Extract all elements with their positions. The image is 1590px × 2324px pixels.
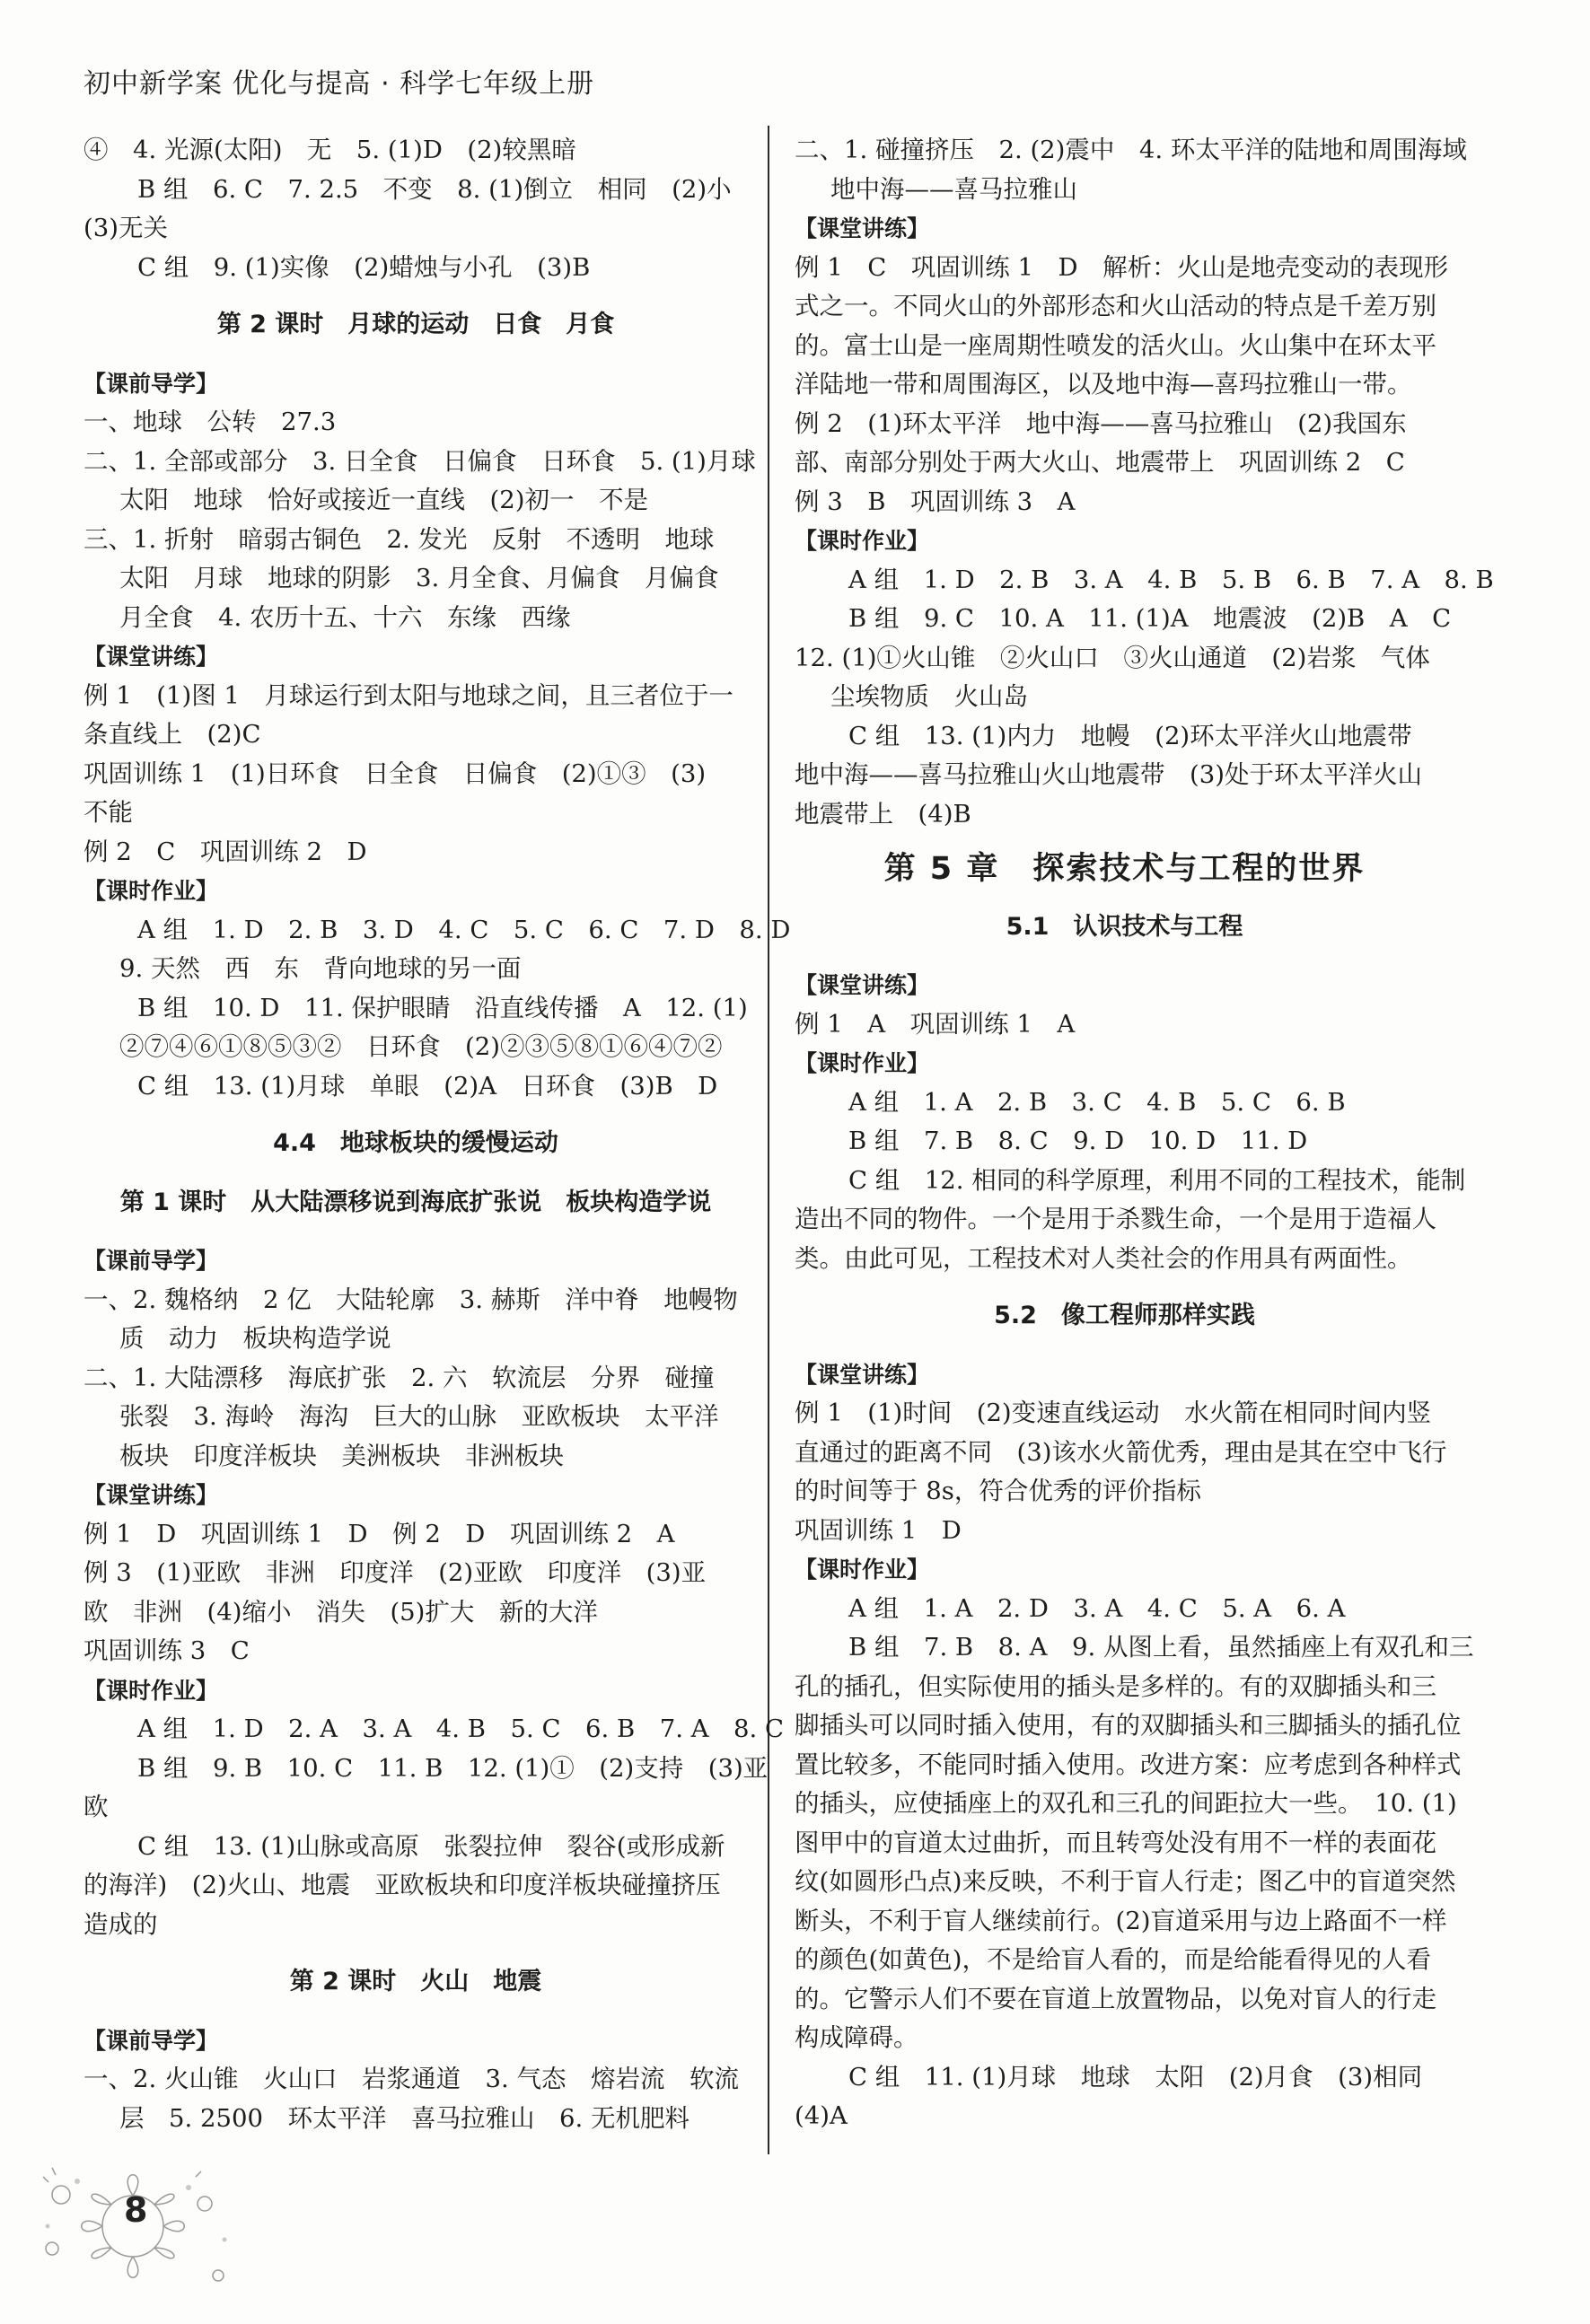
answer-line: A 组 1. D 2. A 3. A 4. B 5. C 6. B 7. A 8. C [137,1714,785,1743]
answer-line: 巩固训练 1 D [795,1515,962,1545]
answer-line: B 组 7. B 8. C 9. D 10. D 11. D [848,1127,1308,1155]
answer-line: C 组 13. (1)月球 单眼 (2)A 日环食 (3)B D [137,1071,718,1101]
answer-line: 尘埃物质 火山岛 [830,682,1028,711]
answer-line: 例 3 (1)亚欧 非洲 印度洋 (2)亚欧 印度洋 (3)亚 [83,1558,707,1587]
answer-line: 9. 天然 西 东 背向地球的另一面 [119,954,522,983]
answer-line: B 组 6. C 7. 2.5 不变 8. (1)倒立 相同 (2)小 [137,174,732,204]
right-column [795,131,1494,2136]
lesson-heading: 4.4 地球板块的缓慢运动 [273,1129,558,1157]
answer-line: C 组 9. (1)实像 (2)蜡烛与小孔 (3)B [137,252,591,282]
lesson-heading: 第 2 课时 月球的运动 日食 月食 [216,311,615,338]
answer-line: 例 2 (1)环太平洋 地中海——喜马拉雅山 (2)我国东 [795,408,1407,438]
answer-line: 例 1 C 巩固训练 1 D 解析：火山是地壳变动的表现形 [795,252,1449,282]
answer-line: 一、2. 火山锥 火山口 岩浆通道 3. 气态 熔岩流 软流 [83,2065,739,2093]
section-label: 【课堂讲练】 [795,1361,930,1388]
answer-line: A 组 1. A 2. B 3. C 4. B 5. C 6. B [848,1087,1346,1117]
answer-line: 的。它警示人们不要在盲道上放置物品，以免对盲人的行走 [795,1984,1436,2013]
answer-line: 的。富士山是一座周期性喷发的活火山。火山集中在环太平 [795,330,1436,360]
answer-line: 月全食 4. 农历十五、十六 东缘 西缘 [119,602,571,632]
answer-line: 地中海——喜马拉雅山火山地震带 (3)处于环太平洋火山 [795,760,1422,789]
flower-decoration-icon [25,2141,241,2320]
lesson-heading: 第 2 课时 火山 地震 [289,1968,542,1995]
answer-line: 地中海——喜马拉雅山 [830,174,1077,204]
section-label: 【课前导学】 [83,2027,219,2054]
answer-line: ④ 4. 光源(太阳) 无 5. (1)D (2)较黑暗 [83,136,576,164]
answer-line: 质 动力 板块构造学说 [119,1324,391,1353]
answer-line: 二、1. 全部或部分 3. 日全食 日偏食 日环食 5. (1)月球 [83,446,756,476]
answer-line: 的插头，应使插座上的双孔和三孔的间距拉大一些。 10. (1) [795,1789,1457,1818]
answer-line: C 组 13. (1)内力 地幔 (2)环太平洋火山地震带 [848,721,1412,750]
section-label: 【课时作业】 [795,1050,930,1076]
answer-line: 构成障碍。 [795,2023,918,2052]
answer-line: 类。由此可见，工程技术对人类社会的作用具有两面性。 [795,1243,1412,1273]
answer-line: 的时间等于 8s，符合优秀的评价指标 [795,1477,1201,1505]
answer-line: 太阳 月球 地球的阴影 3. 月全食、月偏食 月偏食 [119,564,719,592]
section-label: 【课堂讲练】 [795,972,930,998]
answer-line: 式之一。不同火山的外部形态和火山活动的特点是千差万别 [795,292,1436,320]
answer-line: 断头，不利于盲人继续前行。(2)盲道采用与边上路面不一样 [795,1906,1447,1935]
answer-line: 巩固训练 3 C [83,1636,250,1665]
answer-line: 张裂 3. 海岭 海沟 巨大的山脉 亚欧板块 太平洋 [119,1402,719,1431]
answer-line: 例 1 (1)图 1 月球运行到太阳与地球之间，且三者位于一 [83,680,734,710]
answer-line: B 组 7. B 8. A 9. 从图上看，虽然插座上有双孔和三 [848,1633,1474,1662]
answer-line: C 组 11. (1)月球 地球 太阳 (2)月食 (3)相同 [848,2062,1423,2092]
answer-line: 不能 [83,798,133,827]
answer-line: B 组 10. D 11. 保护眼睛 沿直线传播 A 12. (1) [137,993,748,1022]
section-label: 【课时作业】 [83,1677,219,1704]
answer-line: 洋陆地一带和周围海区，以及地中海—喜玛拉雅山一带。 [795,370,1412,399]
answer-line: 二、1. 碰撞挤压 2. (2)震中 4. 环太平洋的陆地和周围海域 [795,136,1467,164]
answer-line: 板块 印度洋板块 美洲板块 非洲板块 [119,1441,564,1470]
answer-line: 条直线上 (2)C [83,720,261,749]
answer-line: ②⑦④⑥①⑧⑤③② 日环食 (2)②③⑤⑧①⑥④⑦② [119,1032,723,1061]
section-label: 【课堂讲练】 [83,1482,219,1508]
answer-line: 例 2 C 巩固训练 2 D [83,837,367,866]
answer-line: B 组 9. B 10. C 11. B 12. (1)① (2)支持 (3)亚 [137,1753,769,1783]
answer-line: 直通过的距离不同 (3)该水火箭优秀，理由是其在空中飞行 [795,1437,1447,1467]
answer-line: 巩固训练 1 (1)日环食 日全食 日偏食 (2)①③ (3) [83,759,707,788]
answer-line: 二、1. 大陆漂移 海底扩张 2. 六 软流层 分界 碰撞 [83,1363,715,1392]
answer-line: 地震带上 (4)B [795,799,971,829]
section-label: 【课堂讲练】 [795,215,930,241]
answer-line: 纹(如圆形凸点)来反映，不利于盲人行走；图乙中的盲道突然 [795,1867,1456,1896]
section-label: 【课时作业】 [795,528,930,554]
answer-line: 层 5. 2500 环太平洋 喜马拉雅山 6. 无机肥料 [119,2103,690,2133]
answer-line: 的颜色(如黄色)，不是给盲人看的，而是给能看得见的人看 [795,1945,1431,1974]
answer-line: 部、南部分别处于两大火山、地震带上 巩固训练 2 C [795,448,1405,477]
answer-line: C 组 12. 相同的科学原理，利用不同的工程技术，能制 [848,1165,1466,1195]
answer-line: 一、2. 魏格纳 2 亿 大陆轮廓 3. 赫斯 洋中脊 地幔物 [83,1285,738,1314]
page-header: 初中新学案 优化与提高 · 科学七年级上册 [83,68,595,100]
answer-line: (3)无关 [83,214,168,242]
answer-line: 造出不同的物件。一个是用于杀戮生命，一个是用于造福人 [795,1205,1436,1233]
answer-line: 12. (1)①火山锥 ②火山口 ③火山通道 (2)岩浆 气体 [795,643,1430,672]
answer-line: 孔的插孔，但实际使用的插头是多样的。有的双脚插头和三 [795,1671,1436,1701]
answer-line: 图甲中的盲道太过曲折，而且转弯处没有用不一样的表面花 [795,1828,1436,1857]
lesson-heading: 第 1 课时 从大陆漂移说到海底扩张说 板块构造学说 [119,1188,712,1216]
answer-line: 例 1 D 巩固训练 1 D 例 2 D 巩固训练 2 A [83,1519,675,1548]
answer-line: 例 1 A 巩固训练 1 A [795,1009,1076,1039]
answer-line: 置比较多，不能同时插入使用。改进方案：应考虑到各种样式 [795,1750,1462,1779]
section-label: 【课堂讲练】 [83,644,219,670]
answer-line: A 组 1. A 2. D 3. A 4. C 5. A 6. A [848,1593,1346,1623]
chapter-heading: 第 5 章 探索技术与工程的世界 [883,851,1366,887]
answer-line: A 组 1. D 2. B 3. A 4. B 5. B 6. B 7. A 8. B [848,565,1494,594]
section-label: 【课前导学】 [83,370,219,397]
lesson-heading: 5.1 认识技术与工程 [1006,912,1243,941]
section-label: 【课时作业】 [83,878,219,904]
answer-line: 一、地球 公转 27.3 [83,408,337,436]
answer-line: 三、1. 折射 暗弱古铜色 2. 发光 反射 不透明 地球 [83,524,715,554]
answer-line: 欧 [83,1793,109,1821]
answer-line: 例 3 B 巩固训练 3 A [795,487,1076,516]
answer-line: 的海洋) (2)火山、地震 亚欧板块和印度洋板块碰撞挤压 [83,1871,721,1899]
answer-line: 例 1 (1)时间 (2)变速直线运动 水火箭在相同时间内竖 [795,1399,1432,1427]
answer-line: 脚插头可以同时插入使用，有的双脚插头和三脚插头的插孔位 [795,1711,1462,1740]
answer-line: B 组 9. C 10. A 11. (1)A 地震波 (2)B A C [848,604,1452,633]
left-column [83,131,791,2138]
answer-line: 造成的 [83,1909,158,1939]
answer-line: C 组 13. (1)山脉或高原 张裂拉伸 裂谷(或形成新 [137,1831,725,1861]
answer-line: A 组 1. D 2. B 3. D 4. C 5. C 6. C 7. D 8. D [137,915,791,944]
section-label: 【课前导学】 [83,1248,219,1274]
answer-line: (4)A [795,2101,848,2130]
answer-line: 欧 非洲 (4)缩小 消失 (5)扩大 新的大洋 [83,1597,598,1627]
answer-line: 太阳 地球 恰好或接近一直线 (2)初一 不是 [119,486,648,514]
column-divider [768,126,769,2154]
section-label: 【课时作业】 [795,1557,930,1583]
lesson-heading: 5.2 像工程师那样实践 [994,1302,1255,1329]
page-number: 8 [124,2190,148,2230]
